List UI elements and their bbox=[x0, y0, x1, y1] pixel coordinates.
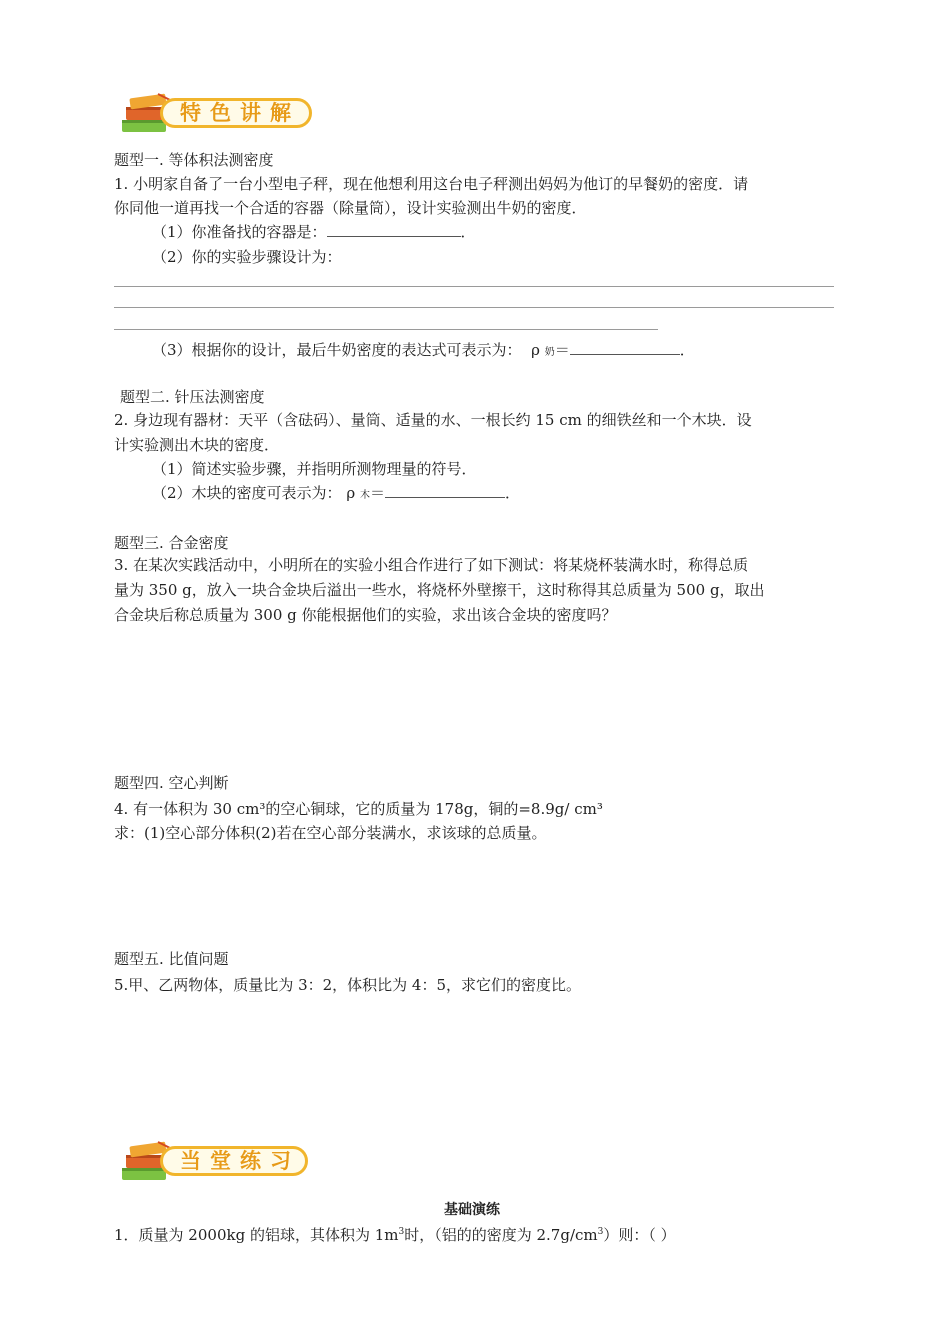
practice-subtitle: 基础演练 bbox=[444, 1202, 500, 1218]
type2-heading: 题型二. 针压法测密度 bbox=[120, 388, 265, 406]
practice-question-1: 1．质量为 2000kg 的铝球，其体积为 $1m^3$时，（铝的的密度为 $2.7g/cm^3$）则：（ ） bbox=[114, 1226, 676, 1244]
type1-question-line2: 你同他一道再找一个合适的容器（除量筒），设计实验测出牛奶的密度． bbox=[114, 199, 587, 217]
answer-blank bbox=[385, 481, 505, 498]
answer-blank bbox=[570, 338, 680, 355]
type2-sub1: （1）简述实验步骤，并指明所测物理量的符号． bbox=[152, 460, 477, 478]
type1-question-line1: 1. 小明家自备了一台小型电子秤，现在他想利用这台电子秤测出妈妈为他订的早餐奶的密度．请 bbox=[114, 175, 749, 193]
type1-sub2: （2）你的实验步骤设计为： bbox=[152, 248, 342, 266]
type2-sub2: （2）木块的密度可表示为： ρ 木＝ ． bbox=[152, 481, 520, 508]
banner-title: 当堂练习 bbox=[180, 1149, 300, 1173]
rho-symbol: ρ bbox=[531, 341, 540, 359]
type4-heading: 题型四. 空心判断 bbox=[114, 774, 229, 792]
answer-blank bbox=[327, 220, 461, 237]
rho-symbol: ρ bbox=[346, 484, 356, 502]
type3-question-line1: 3. 在某次实践活动中，小明所在的实验小组合作进行了如下测试：将某烧杯装满水时，称得总质 bbox=[114, 556, 749, 574]
answer-line bbox=[114, 329, 658, 330]
rho-subscript: 木 bbox=[359, 490, 370, 501]
answer-line bbox=[114, 286, 834, 287]
type3-question-line3: 合金块后称总质量为 300 g 你能根据他们的实验，求出该合金块的密度吗？ bbox=[114, 606, 617, 624]
type1-sub1: （1）你准备找的容器是： ． bbox=[152, 220, 476, 244]
section-banner-practice bbox=[118, 1140, 318, 1184]
answer-line bbox=[114, 307, 834, 308]
type4-question-line2: 求：(1)空心部分体积(2)若在空心部分装满水，求该球的总质量。 bbox=[114, 824, 547, 842]
type1-heading: 题型一. 等体积法测密度 bbox=[114, 151, 274, 169]
type3-question-line2: 量为 350 g，放入一块合金块后溢出一些水，将烧杯外壁擦干，这时称得其总质量为 500 g，取出 bbox=[114, 581, 765, 599]
banner-title: 特色讲解 bbox=[180, 101, 300, 125]
rho-subscript: 奶 bbox=[544, 347, 555, 358]
type2-question-line2: 计实验测出木块的密度． bbox=[114, 436, 280, 454]
section-banner-feature bbox=[118, 92, 318, 136]
type5-question-line1: 5.甲、乙两物体，质量比为 3：2，体积比为 4：5，求它们的密度比。 bbox=[114, 976, 582, 994]
type1-sub3: （3）根据你的设计，最后牛奶密度的表达式可表示为： ρ 奶＝ ． bbox=[152, 338, 695, 365]
type2-question-line1: 2. 身边现有器材：天平（含砝码）、量筒、适量的水、一根长约 15 cm 的细铁丝和一个木块．设 bbox=[114, 411, 752, 429]
type4-question-line1: 4. 有一体积为 30 cm³的空心铜球，它的质量为 178g，铜的=8.9g/ cm³ bbox=[114, 800, 603, 818]
type5-heading: 题型五. 比值问题 bbox=[114, 950, 229, 968]
type3-heading: 题型三. 合金密度 bbox=[114, 534, 229, 552]
type1-sub1-label: （1）你准备找的容器是： bbox=[152, 223, 327, 241]
